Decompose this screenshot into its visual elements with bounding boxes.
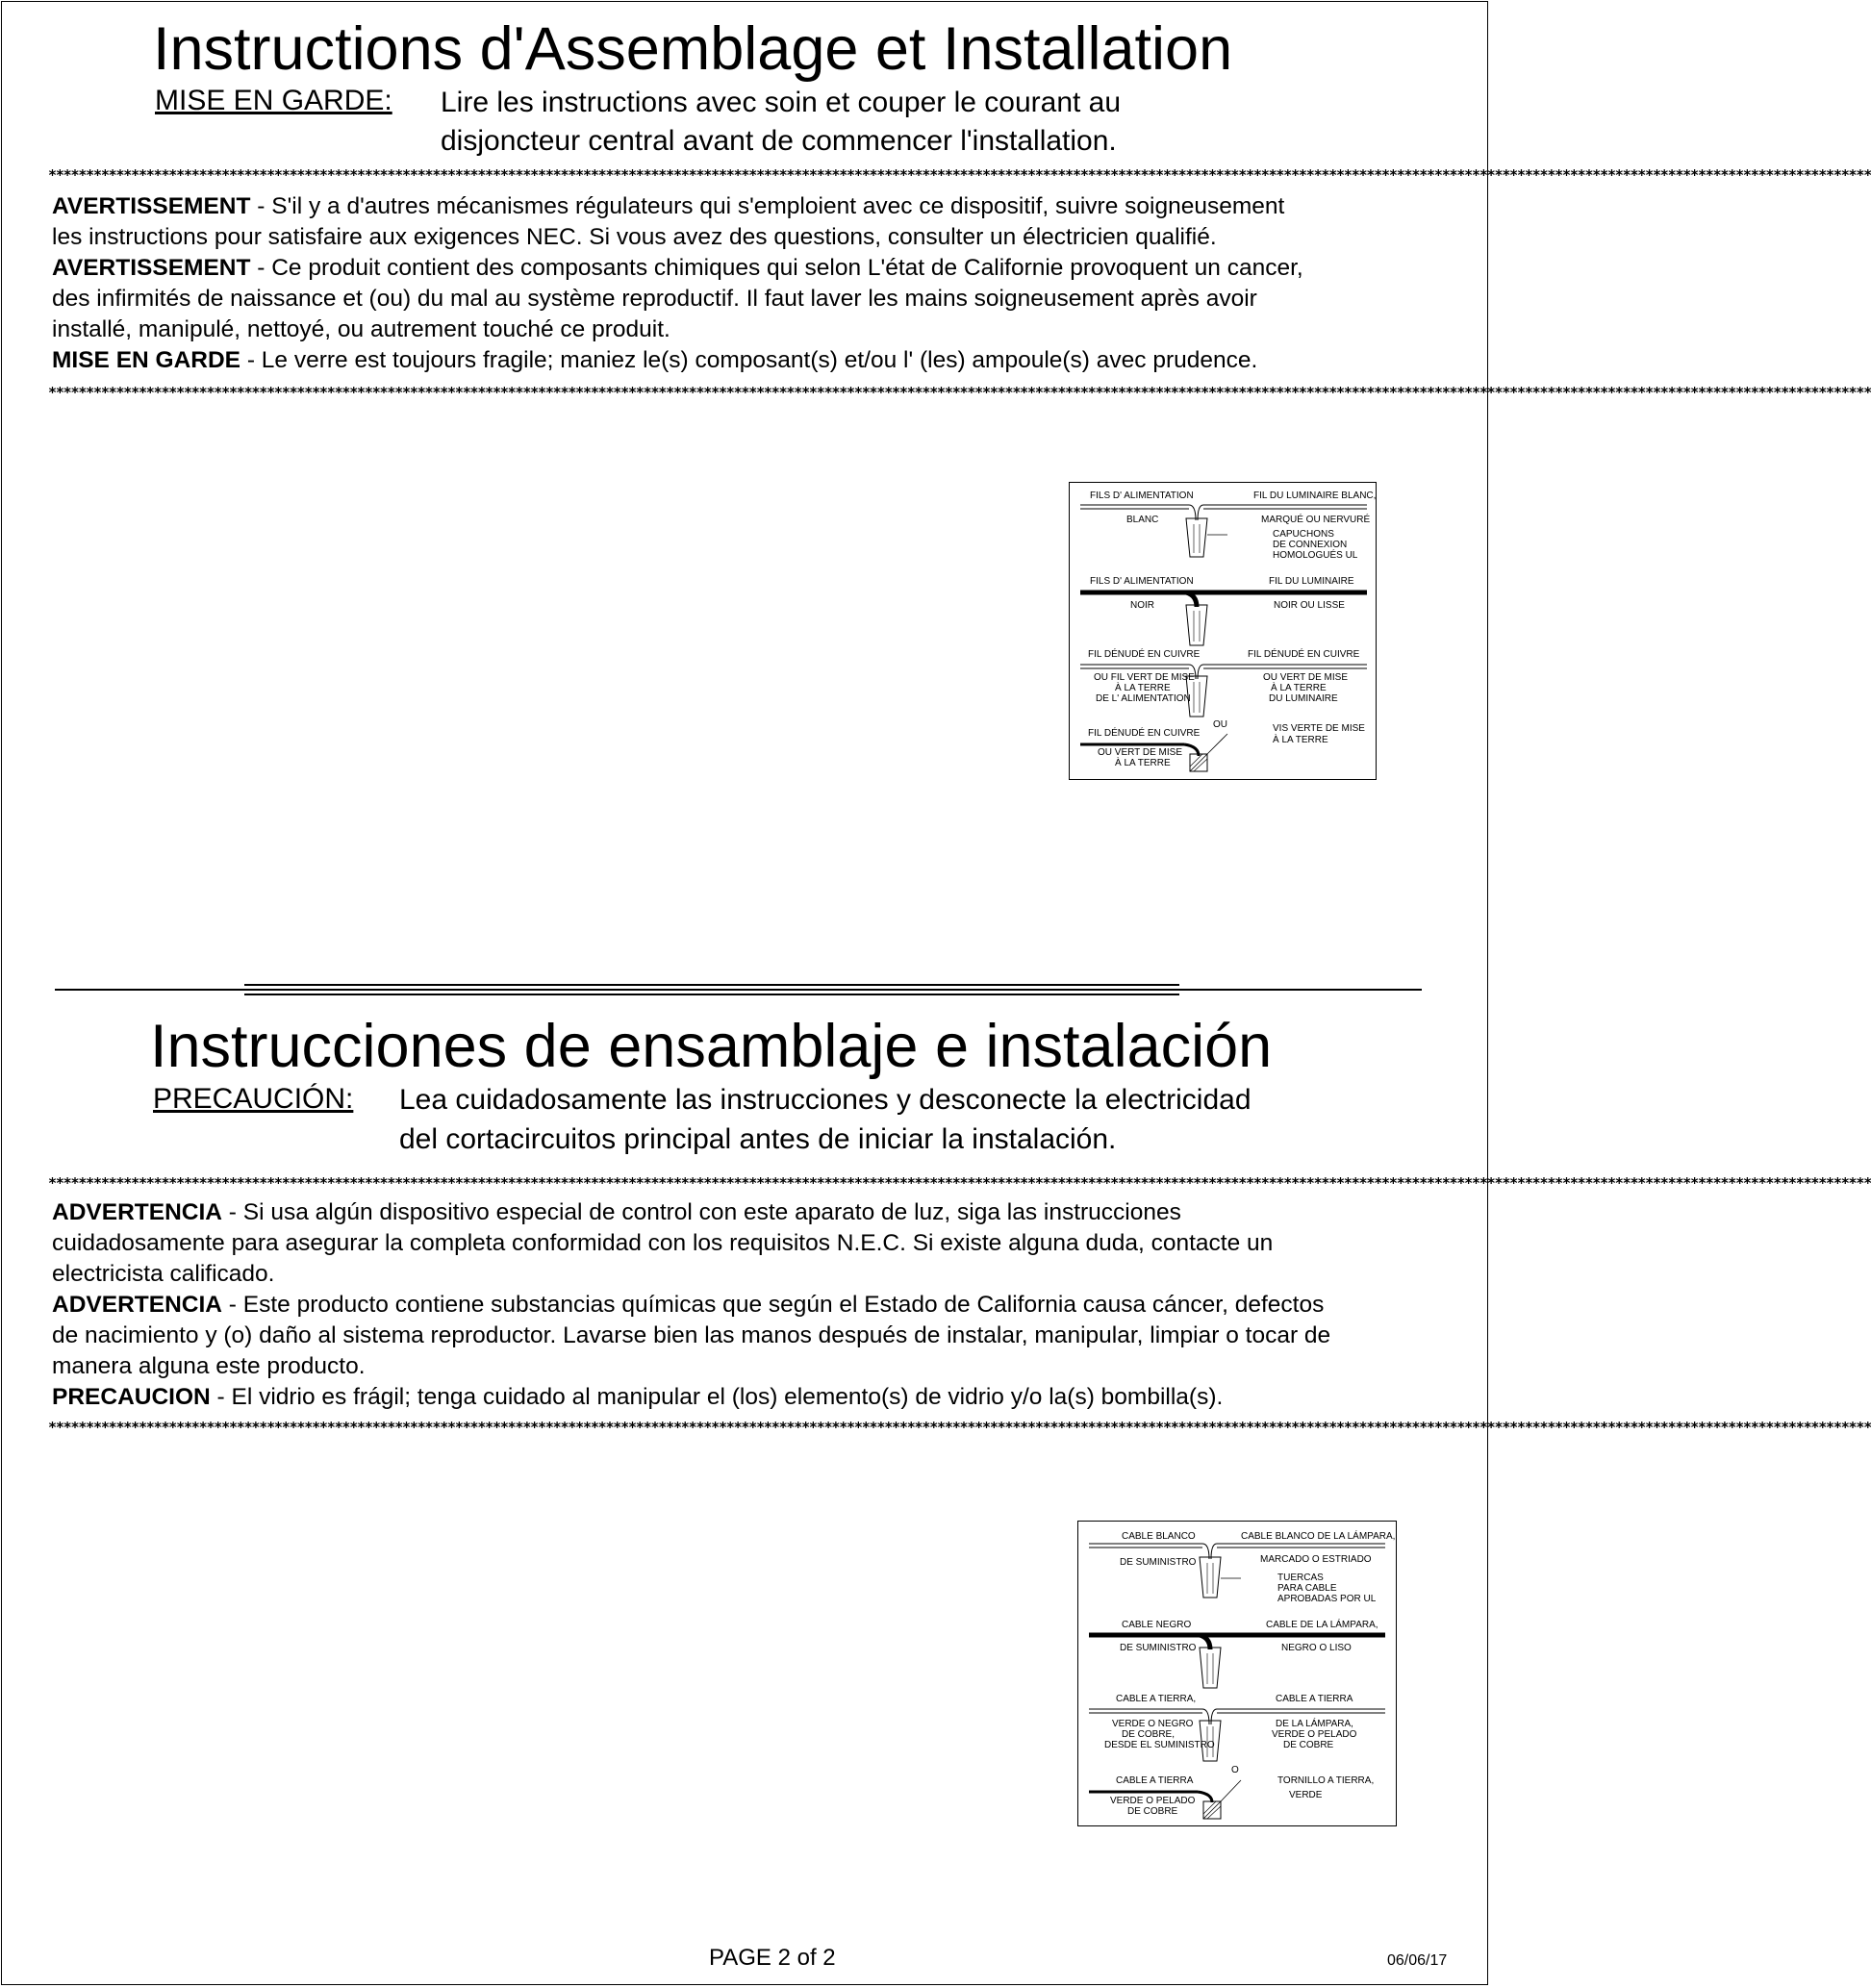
label-connectors: CAPUCHONS <box>1273 529 1334 540</box>
label-screw: VERDE <box>1289 1790 1323 1800</box>
warning-label: ADVERTENCIA <box>52 1199 222 1225</box>
warning-line: electricista calificado. <box>52 1261 275 1287</box>
label-screw: VIS VERTE DE MISE <box>1273 723 1365 734</box>
label-bare-fixture: FIL DÉNUDÉ EN CUIVRE <box>1248 649 1360 660</box>
warning-line: AVERTISSEMENT - S'il y a d'autres mécanismes régulateurs qui s'emploient avec ce dispositif, suivre soigneusement <box>52 193 1285 219</box>
label-black: NOIR <box>1130 600 1154 611</box>
warning-line: AVERTISSEMENT - Ce produit contient des composants chimiques qui selon L'état de Californie provoquent un cancer, <box>52 255 1303 281</box>
french-warnings <box>52 191 1466 376</box>
french-stars-top: ************************************************************************************************************************************************************************************************************************************************** <box>48 166 1871 184</box>
warning-line: MISE EN GARDE - Le verre est toujours fragile; maniez le(s) composant(s) et/ou l' (les) ampoule(s) avec prudence. <box>52 347 1258 373</box>
label-marked: MARCADO O ESTRIADO <box>1260 1554 1372 1565</box>
label-or: O <box>1231 1765 1239 1775</box>
spanish-caution-line-1: Lea cuidadosamente las instrucciones y desconecte la electricidad <box>399 1084 1252 1116</box>
spanish-title: Instrucciones de ensamblaje e instalación <box>150 1013 1273 1080</box>
french-caution-line-2: disjoncteur central avant de commencer l'installation. <box>441 125 1117 157</box>
label-supply-white: FILS D' ALIMENTATION <box>1090 491 1194 501</box>
label-green-fixture: OU VERT DE MISE <box>1263 672 1348 683</box>
french-stars-bottom: ************************************************************************************************************************************************************************************************************************************************** <box>48 384 1871 401</box>
warning-line: ADVERTENCIA - Si usa algún dispositivo especial de control con este aparato de luz, siga las instrucciones <box>52 1199 1181 1225</box>
label-green-supply: DE COBRE, <box>1122 1729 1176 1740</box>
warning-label: AVERTISSEMENT <box>52 193 251 219</box>
label-screw: TORNILLO A TIERRA, <box>1277 1775 1375 1786</box>
label-green-fixture: DU LUMINAIRE <box>1269 693 1338 704</box>
label-green-fixture: DE COBRE <box>1283 1740 1334 1750</box>
label-fixture-white: CABLE BLANCO DE LA LÁMPARA, <box>1241 1531 1396 1542</box>
warning-label: ADVERTENCIA <box>52 1292 222 1318</box>
label-fixture-white: FIL DU LUMINAIRE BLANC, <box>1253 491 1377 501</box>
label-green-bottom: VERDE O PELADO <box>1110 1796 1196 1806</box>
label-black-smooth: NEGRO O LISO <box>1281 1643 1352 1653</box>
label-bare-fixture: CABLE A TIERRA <box>1276 1694 1353 1704</box>
label-green-fixture: DE LA LÁMPARA, <box>1276 1719 1353 1729</box>
french-caution-line-1: Lire les instructions avec soin et couper le courant au <box>441 87 1122 118</box>
label-connectors: DE CONNEXION <box>1273 540 1348 550</box>
caution-label: MISE EN GARDE <box>52 347 241 373</box>
label-bare-supply: CABLE A TIERRA, <box>1116 1694 1197 1704</box>
spanish-stars-bottom: ************************************************************************************************************************************************************************************************************************************************** <box>48 1419 1871 1436</box>
label-fixture-black: CABLE DE LA LÁMPARA, <box>1266 1620 1378 1630</box>
label-connectors: HOMOLOGUÉS UL <box>1273 550 1358 561</box>
label-green-bottom: DE COBRE <box>1127 1806 1178 1817</box>
wiring-diagram-graphic <box>1077 1521 1397 1826</box>
label-supply-black: CABLE NEGRO <box>1122 1620 1192 1630</box>
label-supply-black: FILS D' ALIMENTATION <box>1090 576 1194 587</box>
label-green-fixture: VERDE O PELADO <box>1272 1729 1357 1740</box>
spanish-stars-top: ************************************************************************************************************************************************************************************************************************************************** <box>48 1174 1871 1192</box>
label-bare-supply: FIL DÉNUDÉ EN CUIVRE <box>1088 649 1201 660</box>
label-green-bottom: À LA TERRE <box>1115 758 1171 768</box>
spanish-wiring-diagram <box>1077 1521 1397 1831</box>
label-white: BLANC <box>1126 515 1159 525</box>
label-green-supply: OU FIL VERT DE MISE <box>1094 672 1195 683</box>
label-green-fixture: À LA TERRE <box>1271 683 1327 693</box>
label-green-supply: DE L' ALIMENTATION <box>1096 693 1191 704</box>
warning-line: les instructions pour satisfaire aux exigences NEC. Si vous avez des questions, consulter un électricien qualifié. <box>52 224 1217 250</box>
warning-line: de nacimiento y (o) daño al sistema reproductor. Lavarse bien las manos después de instalar, manipular, limpiar o tocar de <box>52 1322 1331 1348</box>
warning-line: des infirmités de naissance et (ou) du mal au système reproductif. Il faut laver les mains soigneusement après avoir <box>52 286 1257 312</box>
label-screw: À LA TERRE <box>1273 735 1328 745</box>
warning-line: cuidadosamente para asegurar la completa conformidad con los requisitos N.E.C. Si existe alguna duda, contacte un <box>52 1230 1274 1256</box>
warning-line: installé, manipulé, nettoyé, ou autrement touché ce produit. <box>52 316 670 342</box>
label-supply-white: CABLE BLANCO <box>1122 1531 1196 1542</box>
label-green-bottom: OU VERT DE MISE <box>1098 747 1182 758</box>
label-marked: MARQUÉ OU NERVURÉ <box>1261 515 1371 525</box>
label-bare-bottom: FIL DÉNUDÉ EN CUIVRE <box>1088 728 1201 739</box>
label-green-supply: VERDE O NEGRO <box>1112 1719 1194 1729</box>
label-black: DE SUMINISTRO <box>1120 1643 1197 1653</box>
label-connectors: APROBADAS POR UL <box>1277 1594 1377 1604</box>
french-title: Instructions d'Assemblage et Installation <box>153 15 1233 83</box>
warning-label: AVERTISSEMENT <box>52 255 251 281</box>
spanish-caution-line-2: del cortacircuitos principal antes de iniciar la instalación. <box>399 1123 1117 1155</box>
caution-label: PRECAUCION <box>52 1384 211 1410</box>
french-caution-label: MISE EN GARDE: <box>155 85 392 116</box>
label-fixture-black: FIL DU LUMINAIRE <box>1269 576 1354 587</box>
label-connectors: TUERCAS <box>1277 1573 1324 1583</box>
french-wiring-diagram <box>1069 482 1377 785</box>
label-green-supply: DESDE EL SUMINISTRO <box>1104 1740 1215 1750</box>
warning-line: PRECAUCION - El vidrio es frágil; tenga cuidado al manipular el (los) elemento(s) de vidrio y/o la(s) bombilla(s). <box>52 1384 1224 1410</box>
label-white: DE SUMINISTRO <box>1120 1557 1197 1568</box>
label-connectors: PARA CABLE <box>1277 1583 1337 1594</box>
label-green-supply: À LA TERRE <box>1115 683 1171 693</box>
spanish-caution-label: PRECAUCIÓN: <box>153 1083 354 1115</box>
wiring-diagram-graphic <box>1069 482 1377 780</box>
label-black-smooth: NOIR OU LISSE <box>1274 600 1345 611</box>
section-divider <box>0 977 1491 996</box>
label-bare-bottom: CABLE A TIERRA <box>1116 1775 1194 1786</box>
warning-line: ADVERTENCIA - Este producto contiene substancias químicas que según el Estado de California causa cáncer, defectos <box>52 1292 1325 1318</box>
spanish-warnings <box>52 1197 1466 1413</box>
label-or: OU <box>1213 719 1227 730</box>
page-number: PAGE 2 of 2 <box>709 1945 836 1971</box>
revision-date: 06/06/17 <box>1387 1952 1448 1969</box>
warning-line: manera alguna este producto. <box>52 1353 366 1379</box>
